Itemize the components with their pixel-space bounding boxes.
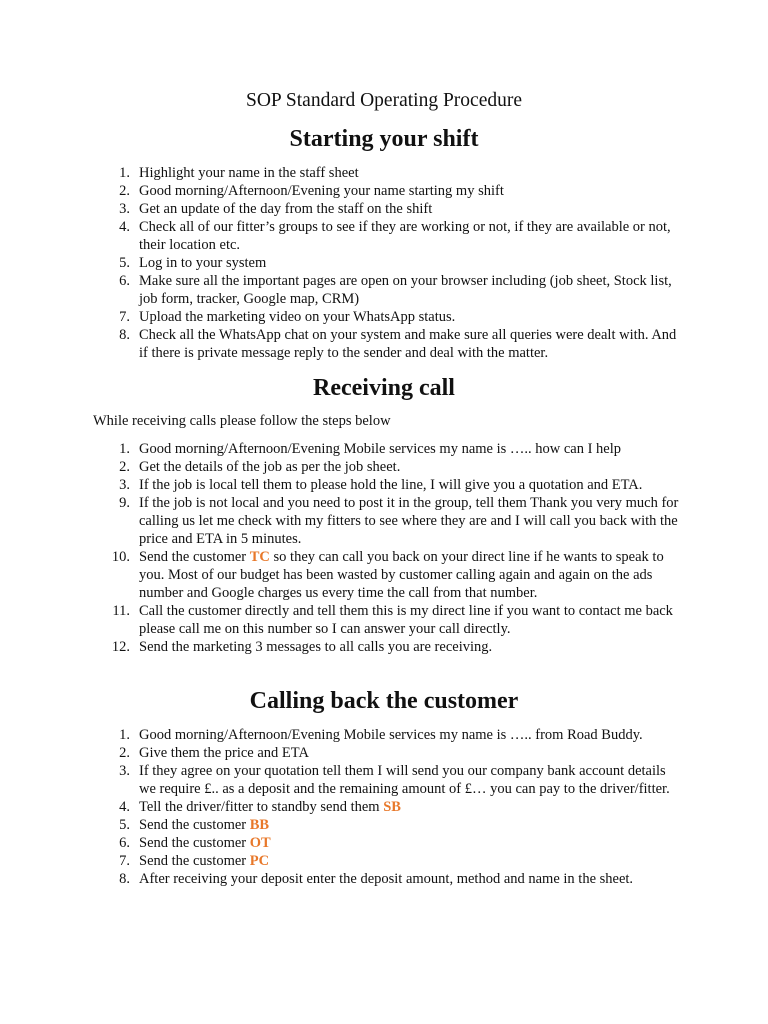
- list-item: 2. Good morning/Afternoon/Evening your name starting my shift: [119, 183, 504, 199]
- list-item: 1. Good morning/Afternoon/Evening Mobile services my name is ….. how can I help: [119, 441, 622, 457]
- list-item: 5. Send the customer BB: [119, 817, 270, 833]
- section-heading-calling-back: Calling back the customer: [249, 688, 519, 714]
- list-item: 3. Get an update of the day from the staff on the shift: [119, 201, 433, 217]
- list-item: 2. Give them the price and ETA: [119, 745, 309, 761]
- calling-back-list: [0, 726, 768, 888]
- list-item: 6. Send the customer OT: [119, 835, 271, 851]
- list-item: 8. After receiving your deposit enter the deposit amount, method and name in the sheet.: [119, 871, 634, 887]
- list-item: 10. Send the customer TC so they can call you back on your direct line if he wants to speak to you. Most of our budget has been wasted by customer calling again and again on the ads number and Google charges us every time the call from that number.: [111, 549, 664, 601]
- list-item: 8. Check all the WhatsApp chat on your system and make sure all queries were dealt with. And if there is private message reply to the sender and deal with the matter.: [119, 327, 677, 361]
- code-tag-bb: BB: [249, 817, 270, 833]
- list-item: 9. If the job is not local and you need to post it in the group, tell them Thank you very much for calling us let me check with my fitters to see where they are and I will call you back with the price and ETA in 5 minutes.: [119, 495, 679, 547]
- list-item: 11. Call the customer directly and tell them this is my direct line if you want to contact me back please call me on this number so I can answer your call directly.: [112, 603, 673, 637]
- code-tag-sb: SB: [383, 799, 401, 815]
- list-item: 4. Tell the driver/fitter to standby send them SB: [119, 799, 401, 815]
- list-item: 4. Check all of our fitter’s groups to see if they are working or not, if they are available or not, their location etc.: [119, 219, 671, 253]
- starting-shift-list: [0, 164, 768, 362]
- receiving-call-intro: While receiving calls please follow the steps below: [93, 413, 391, 429]
- list-item: 1. Good morning/Afternoon/Evening Mobile services my name is ….. from Road Buddy.: [119, 727, 643, 743]
- list-item: 2. Get the details of the job as per the job sheet.: [119, 459, 401, 475]
- list-item: 1. Highlight your name in the staff sheet: [119, 165, 359, 181]
- document-title: SOP Standard Operating Procedure: [245, 90, 522, 111]
- list-item: 7. Send the customer PC: [119, 853, 270, 869]
- list-item: 3. If they agree on your quotation tell them I will send you our company bank account details we require £.. as a deposit and the remaining amount of £… you can pay to the driver/fitter.: [119, 763, 670, 797]
- list-item: 3. If the job is local tell them to please hold the line, I will give you a quotation and ETA.: [119, 477, 643, 493]
- list-item: 12. Send the marketing 3 messages to all calls you are receiving.: [111, 639, 493, 655]
- receiving-call-list: [0, 440, 768, 656]
- section-heading-starting-shift: Starting your shift: [289, 126, 479, 152]
- code-tag-pc: PC: [249, 853, 270, 869]
- list-item: 6. Make sure all the important pages are open on your browser including (job sheet, Stock list, job form, tracker, Google map, CRM): [119, 273, 672, 307]
- list-item: 7. Upload the marketing video on your WhatsApp status.: [119, 309, 456, 325]
- list-item: 5. Log in to your system: [119, 255, 267, 271]
- code-tag-ot: OT: [249, 835, 271, 851]
- code-tag-tc: TC: [249, 549, 270, 565]
- section-heading-receiving-call: Receiving call: [313, 375, 455, 401]
